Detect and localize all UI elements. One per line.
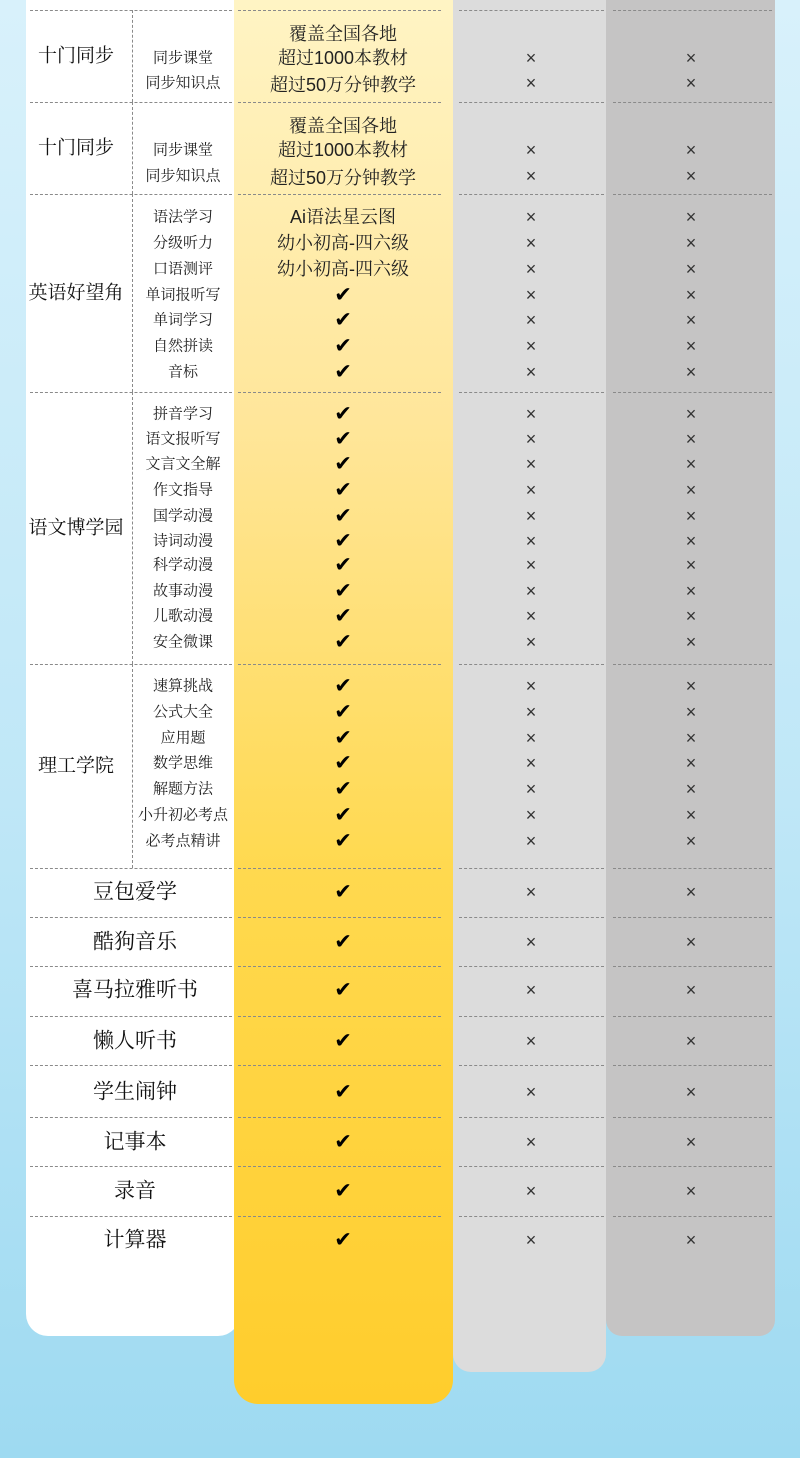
cross-icon: × <box>685 1132 697 1152</box>
category-label: 英语好望角 <box>28 282 124 304</box>
row-divider <box>459 966 604 967</box>
highlight-text: 覆盖全国各地 <box>289 24 397 44</box>
cross-icon: × <box>685 404 697 424</box>
check-icon: ✔ <box>334 700 352 724</box>
row-divider <box>238 1117 441 1118</box>
row-divider <box>459 868 604 869</box>
feature-label: 懒人听书 <box>93 1029 177 1053</box>
cross-icon: × <box>525 73 537 93</box>
cross-icon: × <box>525 702 537 722</box>
cross-icon: × <box>685 753 697 773</box>
row-divider <box>30 917 232 918</box>
cross-icon: × <box>525 480 537 500</box>
cross-icon: × <box>525 336 537 356</box>
cross-icon: × <box>525 285 537 305</box>
check-icon: ✔ <box>334 360 352 384</box>
check-icon: ✔ <box>334 402 352 426</box>
feature-label: 故事动漫 <box>152 582 214 600</box>
cross-icon: × <box>525 454 537 474</box>
feature-label: 同步知识点 <box>145 74 221 92</box>
cross-icon: × <box>525 404 537 424</box>
cross-icon: × <box>525 1082 537 1102</box>
check-icon: ✔ <box>334 978 352 1002</box>
check-icon: ✔ <box>334 283 352 307</box>
row-divider <box>459 1016 604 1017</box>
check-icon: ✔ <box>334 334 352 358</box>
row-divider <box>613 966 772 967</box>
check-icon: ✔ <box>334 308 352 332</box>
cross-icon: × <box>685 259 697 279</box>
cross-icon: × <box>685 207 697 227</box>
check-icon: ✔ <box>334 579 352 603</box>
cross-icon: × <box>525 932 537 952</box>
cross-icon: × <box>525 310 537 330</box>
feature-label: 单词学习 <box>152 311 214 329</box>
cross-icon: × <box>685 166 697 186</box>
check-icon: ✔ <box>334 1080 352 1104</box>
cross-icon: × <box>525 632 537 652</box>
row-divider <box>238 1216 441 1217</box>
feature-label: 解题方法 <box>152 780 214 798</box>
cross-icon: × <box>685 454 697 474</box>
cross-icon: × <box>525 831 537 851</box>
row-divider <box>613 1166 772 1167</box>
row-divider <box>30 10 232 11</box>
cross-icon: × <box>685 48 697 68</box>
cross-icon: × <box>525 1230 537 1250</box>
category-label: 十门同步 <box>37 45 115 67</box>
cross-icon: × <box>685 779 697 799</box>
check-icon: ✔ <box>334 604 352 628</box>
row-divider <box>459 392 604 393</box>
row-divider <box>459 10 604 11</box>
check-icon: ✔ <box>334 553 352 577</box>
check-icon: ✔ <box>334 478 352 502</box>
cross-icon: × <box>525 555 537 575</box>
row-divider <box>613 917 772 918</box>
cross-icon: × <box>685 932 697 952</box>
row-divider <box>459 1216 604 1217</box>
cross-icon: × <box>525 362 537 382</box>
feature-label: 速算挑战 <box>152 677 214 695</box>
check-icon: ✔ <box>334 930 352 954</box>
row-divider <box>238 10 441 11</box>
check-icon: ✔ <box>334 1179 352 1203</box>
cross-icon: × <box>525 429 537 449</box>
cross-icon: × <box>685 1082 697 1102</box>
feature-label: 分级听力 <box>152 234 214 252</box>
feature-label: 音标 <box>167 363 199 381</box>
cross-icon: × <box>685 980 697 1000</box>
column-divider <box>132 10 133 102</box>
cross-icon: × <box>685 531 697 551</box>
cross-icon: × <box>525 606 537 626</box>
cross-icon: × <box>525 753 537 773</box>
feature-label: 学生闹钟 <box>93 1080 177 1104</box>
cross-icon: × <box>685 676 697 696</box>
cross-icon: × <box>685 805 697 825</box>
cross-icon: × <box>525 581 537 601</box>
highlight-text: 超过1000本教材 <box>277 48 409 68</box>
cross-icon: × <box>525 259 537 279</box>
row-divider <box>613 10 772 11</box>
feature-label: 诗词动漫 <box>152 532 214 550</box>
row-divider <box>613 1117 772 1118</box>
row-divider <box>613 664 772 665</box>
feature-label: 喜马拉雅听书 <box>72 978 198 1002</box>
check-icon: ✔ <box>334 777 352 801</box>
row-divider <box>30 102 232 103</box>
row-divider <box>613 102 772 103</box>
cross-icon: × <box>525 728 537 748</box>
feature-label: 应用题 <box>160 729 206 747</box>
highlight-text: Ai语法星云图 <box>289 207 397 227</box>
check-icon: ✔ <box>334 504 352 528</box>
highlight-text: 幼小初高-四六级 <box>277 259 409 279</box>
cross-icon: × <box>525 882 537 902</box>
row-divider <box>30 1016 232 1017</box>
row-divider <box>30 1065 232 1066</box>
cross-icon: × <box>685 73 697 93</box>
feature-label: 计算器 <box>103 1228 167 1252</box>
cross-icon: × <box>525 1031 537 1051</box>
highlight-text: 超过1000本教材 <box>277 140 409 160</box>
row-divider <box>30 966 232 967</box>
row-divider <box>238 1065 441 1066</box>
cross-icon: × <box>685 506 697 526</box>
cross-icon: × <box>685 702 697 722</box>
row-divider <box>238 966 441 967</box>
check-icon: ✔ <box>334 1130 352 1154</box>
row-divider <box>613 392 772 393</box>
cross-icon: × <box>525 531 537 551</box>
row-divider <box>459 102 604 103</box>
category-label: 语文博学园 <box>28 517 124 539</box>
cross-icon: × <box>685 555 697 575</box>
column-divider <box>132 102 133 194</box>
cross-icon: × <box>685 310 697 330</box>
row-divider <box>459 1166 604 1167</box>
cross-icon: × <box>525 207 537 227</box>
cross-icon: × <box>685 336 697 356</box>
cross-icon: × <box>525 48 537 68</box>
cross-icon: × <box>525 980 537 1000</box>
feature-label: 自然拼读 <box>152 337 214 355</box>
feature-label: 作文指导 <box>152 481 214 499</box>
row-divider <box>238 194 441 195</box>
check-icon: ✔ <box>334 427 352 451</box>
row-divider <box>459 1117 604 1118</box>
feature-label: 同步课堂 <box>152 49 214 67</box>
row-divider <box>238 102 441 103</box>
feature-label: 公式大全 <box>152 703 214 721</box>
cross-icon: × <box>685 1230 697 1250</box>
highlight-text: 幼小初高-四六级 <box>277 233 409 253</box>
highlight-text: 覆盖全国各地 <box>289 116 397 136</box>
check-icon: ✔ <box>334 751 352 775</box>
feature-label: 小升初必考点 <box>137 806 229 824</box>
cross-icon: × <box>685 606 697 626</box>
check-icon: ✔ <box>334 674 352 698</box>
cross-icon: × <box>685 1031 697 1051</box>
check-icon: ✔ <box>334 452 352 476</box>
highlight-text: 超过50万分钟教学 <box>269 75 417 95</box>
cross-icon: × <box>685 728 697 748</box>
row-divider <box>30 868 232 869</box>
cross-icon: × <box>525 1181 537 1201</box>
row-divider <box>613 194 772 195</box>
feature-label: 语文报听写 <box>145 430 221 448</box>
cross-icon: × <box>685 831 697 851</box>
category-label: 理工学院 <box>37 755 115 777</box>
row-divider <box>238 917 441 918</box>
row-divider <box>238 868 441 869</box>
feature-label: 拼音学习 <box>152 405 214 423</box>
feature-label: 安全微课 <box>152 633 214 651</box>
row-divider <box>459 917 604 918</box>
cross-icon: × <box>685 429 697 449</box>
cross-icon: × <box>525 233 537 253</box>
cross-icon: × <box>525 506 537 526</box>
row-divider <box>238 392 441 393</box>
feature-label: 口语测评 <box>152 260 214 278</box>
column-divider <box>132 392 133 664</box>
cross-icon: × <box>685 581 697 601</box>
row-divider <box>30 1216 232 1217</box>
feature-label: 同步课堂 <box>152 141 214 159</box>
row-divider <box>238 1016 441 1017</box>
cross-icon: × <box>685 480 697 500</box>
check-icon: ✔ <box>334 1029 352 1053</box>
row-divider <box>459 1065 604 1066</box>
cross-icon: × <box>685 285 697 305</box>
cross-icon: × <box>685 1181 697 1201</box>
feature-label: 豆包爱学 <box>93 880 177 904</box>
check-icon: ✔ <box>334 803 352 827</box>
column-divider <box>132 194 133 392</box>
feature-label: 酷狗音乐 <box>93 930 177 954</box>
row-divider <box>238 664 441 665</box>
row-divider <box>613 1216 772 1217</box>
check-icon: ✔ <box>334 630 352 654</box>
row-divider <box>30 1166 232 1167</box>
column-divider <box>132 664 133 868</box>
row-divider <box>30 664 232 665</box>
feature-label: 必考点精讲 <box>145 832 221 850</box>
feature-label: 同步知识点 <box>145 167 221 185</box>
feature-label: 录音 <box>114 1179 156 1203</box>
cross-icon: × <box>525 779 537 799</box>
row-divider <box>613 1065 772 1066</box>
feature-label: 文言文全解 <box>145 455 221 473</box>
check-icon: ✔ <box>334 726 352 750</box>
cross-icon: × <box>525 676 537 696</box>
row-divider <box>30 1117 232 1118</box>
row-divider <box>459 664 604 665</box>
cross-icon: × <box>685 362 697 382</box>
check-icon: ✔ <box>334 1228 352 1252</box>
check-icon: ✔ <box>334 829 352 853</box>
feature-label: 记事本 <box>103 1130 167 1154</box>
row-divider <box>30 194 232 195</box>
check-icon: ✔ <box>334 880 352 904</box>
row-divider <box>613 868 772 869</box>
cross-icon: × <box>685 233 697 253</box>
cross-icon: × <box>525 1132 537 1152</box>
feature-label: 科学动漫 <box>152 556 214 574</box>
feature-label: 儿歌动漫 <box>152 607 214 625</box>
feature-label: 语法学习 <box>152 208 214 226</box>
category-label: 十门同步 <box>37 137 115 159</box>
row-divider <box>30 392 232 393</box>
cross-icon: × <box>685 882 697 902</box>
cross-icon: × <box>525 805 537 825</box>
feature-label: 国学动漫 <box>152 507 214 525</box>
cross-icon: × <box>525 166 537 186</box>
row-divider <box>238 1166 441 1167</box>
feature-label: 单词报听写 <box>145 286 221 304</box>
cross-icon: × <box>685 140 697 160</box>
check-icon: ✔ <box>334 529 352 553</box>
row-divider <box>459 194 604 195</box>
row-divider <box>613 1016 772 1017</box>
feature-label: 数学思维 <box>152 754 214 772</box>
cross-icon: × <box>685 632 697 652</box>
cross-icon: × <box>525 140 537 160</box>
highlight-text: 超过50万分钟教学 <box>269 168 417 188</box>
